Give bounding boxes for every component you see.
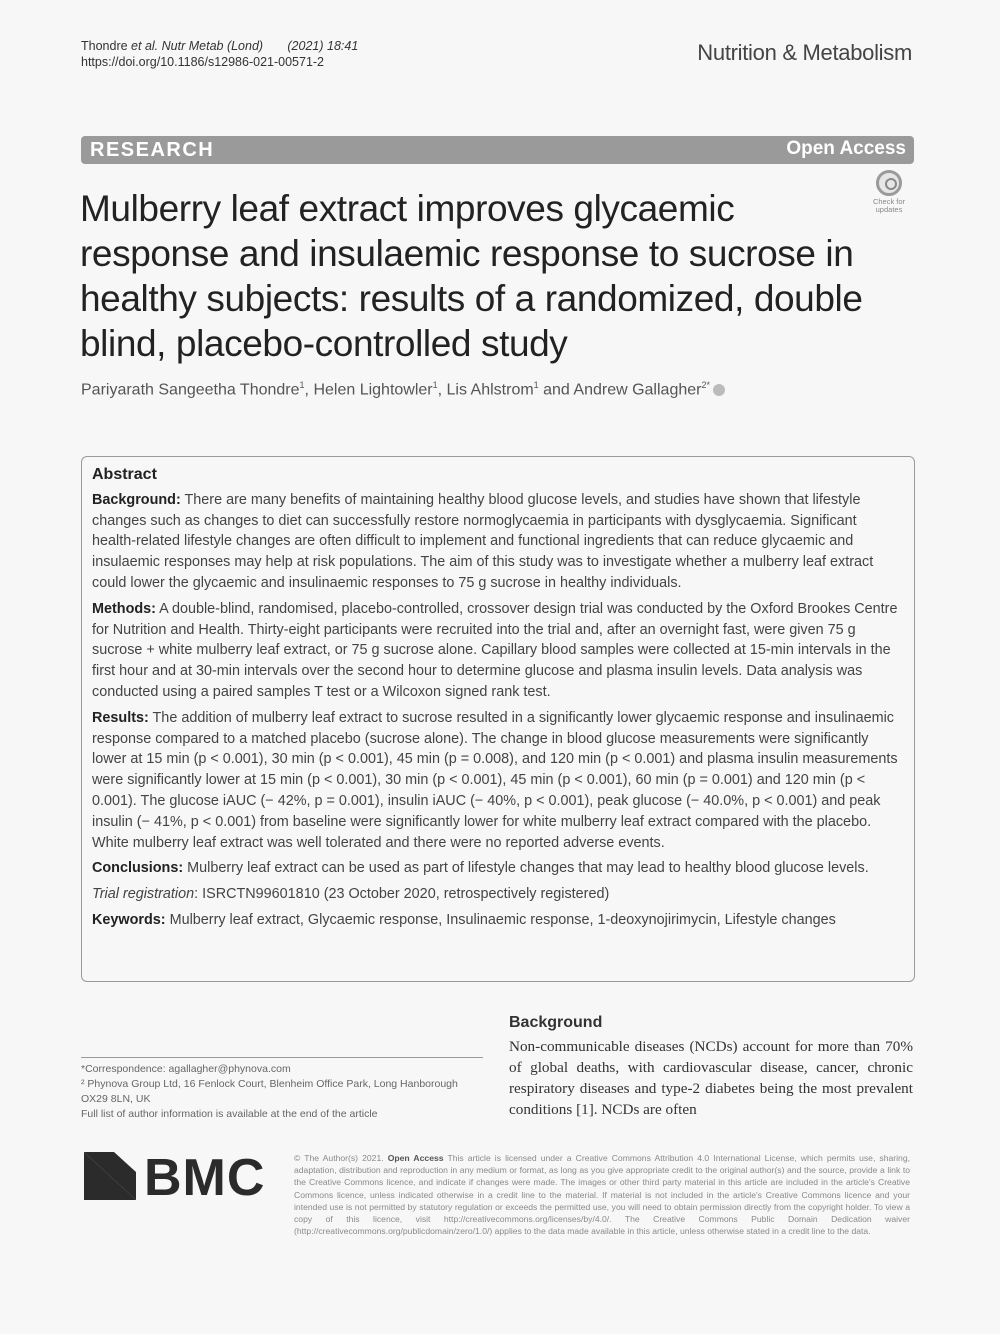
section-text: Mulberry leaf extract, Glycaemic response, Insulinaemic response, 1-deoxynojirimycin, Lifestyle changes bbox=[165, 911, 836, 928]
correspondence-line: *Correspondence: agallagher@phynova.com bbox=[81, 1063, 291, 1075]
orcid-icon[interactable] bbox=[713, 384, 725, 396]
section-text: Mulberry leaf extract can be used as part of lifestyle changes that may lead to healthy blood glucose levels. bbox=[183, 860, 869, 877]
author-affiliation: 1 bbox=[533, 380, 539, 390]
abstract-background bbox=[92, 490, 904, 594]
citation-etal: et al. bbox=[131, 39, 159, 53]
section-text: The addition of mulberry leaf extract to sucrose resulted in a significantly lower glycaemic response and insulinaemic response compared to a matched placebo (sucrose alone). The change in blood glucose measurements were significantly lower at 15 min (p < 0.001), 30 min (p < 0.001), 45 min (p = 0.008), and 120 min (p < 0.001) and plasma insulin measurements were significantly lower at 15 min (p < 0.001), 30 min (p < 0.001), 45 min (p < 0.001), 60 min (p = 0.001) and 120 min (p < 0.001). The glucose iAUC (− 42%, p = 0.001), insulin iAUC (− 40%, p < 0.001), peak glucose (− 40.0%, p < 0.001) and peak insulin (− 41%, p < 0.001) from baseline were significantly lower for white mulberry leaf extract compared with the placebo. White mulberry leaf extract was well tolerated and there were no reported adverse events. bbox=[92, 709, 898, 851]
background-heading: Background bbox=[509, 1014, 603, 1031]
affiliation-line: ² Phynova Group Ltd, 16 Fenlock Court, Blenheim Office Park, Long Hanborough OX29 8LN, UK bbox=[81, 1078, 458, 1105]
abstract-results bbox=[92, 708, 904, 854]
journal-name: Nutrition & Metabolism bbox=[697, 40, 912, 65]
section-text: There are many benefits of maintaining healthy blood glucose levels, and studies have shown that lifestyle changes such as changes to diet can successfully restore normoglycaemia in participants with dysglycaemia. Significant health-related lifestyle changes are often difficult to implement and functional ingredients that can reduce glycaemic and insulaemic responses may help at risk populations. The aim of this study was to investigate whether a mulberry leaf extract could lower the glycaemic and insulinaemic responses to 75 g sucrose in healthy individuals. bbox=[92, 491, 874, 591]
doi-link[interactable]: https://doi.org/10.1186/s12986-021-00571-2 bbox=[81, 55, 325, 69]
author-affiliation: 1 bbox=[299, 380, 305, 390]
license-statement bbox=[294, 1152, 910, 1237]
footnote-divider bbox=[81, 1057, 483, 1058]
author-info-note: Full list of author information is available at the end of the article bbox=[81, 1108, 378, 1120]
author-affiliation: 2* bbox=[701, 380, 710, 390]
abstract-box bbox=[81, 456, 915, 982]
citation-year: (2021) 18:41 bbox=[287, 39, 359, 53]
section-label: Conclusions: bbox=[92, 860, 184, 877]
author-separator: and bbox=[538, 381, 574, 399]
section-label: Results: bbox=[92, 709, 149, 726]
bmc-logo-icon bbox=[84, 1152, 136, 1200]
abstract-heading: Abstract bbox=[92, 466, 157, 483]
abstract-trial-registration bbox=[92, 884, 904, 905]
section-label: Trial registration bbox=[92, 886, 195, 903]
article-type-banner bbox=[81, 136, 914, 164]
citation-authors: Thondre bbox=[81, 39, 128, 53]
license-open-access: Open Access bbox=[387, 1153, 444, 1163]
check-for-updates-label: Check for updates bbox=[872, 197, 906, 214]
section-label: Methods: bbox=[92, 600, 156, 617]
section-label: Background: bbox=[92, 491, 181, 508]
author-list bbox=[81, 380, 725, 399]
author-name[interactable]: Lis Ahlstrom bbox=[446, 381, 534, 399]
author-separator: , bbox=[437, 381, 447, 399]
abstract-keywords bbox=[92, 910, 904, 931]
publisher-logo bbox=[84, 1149, 274, 1207]
open-access-label: Open Access bbox=[786, 138, 906, 159]
license-copyright: © The Author(s) 2021. bbox=[294, 1153, 388, 1163]
author-name[interactable]: Helen Lightowler bbox=[313, 381, 433, 399]
article-type-label: RESEARCH bbox=[90, 139, 215, 161]
author-name[interactable]: Andrew Gallagher bbox=[573, 381, 702, 399]
section-text: : ISRCTN99601810 (23 October 2020, retrospectively registered) bbox=[194, 886, 610, 903]
author-affiliation: 1 bbox=[432, 380, 438, 390]
footnote bbox=[81, 1062, 481, 1122]
section-text: A double-blind, randomised, placebo-controlled, crossover design trial was conducted by the Oxford Brookes Centre for Nutrition and Health. Thirty-eight participants were recruited into the trial and, after an overnight fast, were given 75 g sucrose + white mulberry leaf extract, or 75 g sucrose alone. Capillary blood samples were collected at 15-min intervals in the first hour and at 30-min intervals over the second hour to determine glucose and plasma insulin levels. Data analysis was conducted using a paired samples T test or a Wilcoxon signed rank test. bbox=[92, 600, 898, 700]
author-name[interactable]: Pariyarath Sangeetha Thondre bbox=[81, 381, 300, 399]
abstract-conclusions bbox=[92, 858, 904, 879]
citation-journal: Nutr Metab (Lond) bbox=[161, 39, 264, 53]
background-paragraph: Non-communicable diseases (NCDs) account for more than 70% of global deaths, with cardiovascular disease, cancer, chronic respiratory diseases and type-2 diabetes being the most prevalent conditions [1]. NCDs are often bbox=[509, 1038, 913, 1118]
citation-line bbox=[81, 38, 358, 54]
section-label: Keywords: bbox=[92, 911, 166, 928]
bmc-logo-text: BMC bbox=[144, 1149, 266, 1207]
article-title: Mulberry leaf extract improves glycaemic response and insulaemic response to sucrose in healthy subjects: results of a randomized, double blind, placebo-controlled study bbox=[80, 188, 863, 364]
citation-block bbox=[81, 38, 358, 70]
abstract-methods bbox=[92, 599, 904, 703]
author-separator: , bbox=[304, 381, 314, 399]
license-text: This article is licensed under a Creative Commons Attribution 4.0 International License, which permits use, sharing, adaptation, distribution and reproduction in any medium or format, as long as you give appropriate credit to the original author(s) and the source, provide a link to the Creative Commons licence, and indicate if changes were made. The images or other third party material in this article are included in the article's Creative Commons licence, unless indicated otherwise in a credit line to the material. If material is not included in the article's Creative Commons licence and your intended use is not permitted by statutory regulation or exceeds the permitted use, you will need to obtain permission directly from the copyright holder. To view a copy of this licence, visit http://creativecommons.org/licenses/by/4.0/. The Creative Commons Public Domain Dedication waiver (http://creativecommons.org/publicdomain/zero/1.0/) applies to the data made available in this article, unless otherwise stated in a credit line to the data. bbox=[294, 1153, 910, 1237]
